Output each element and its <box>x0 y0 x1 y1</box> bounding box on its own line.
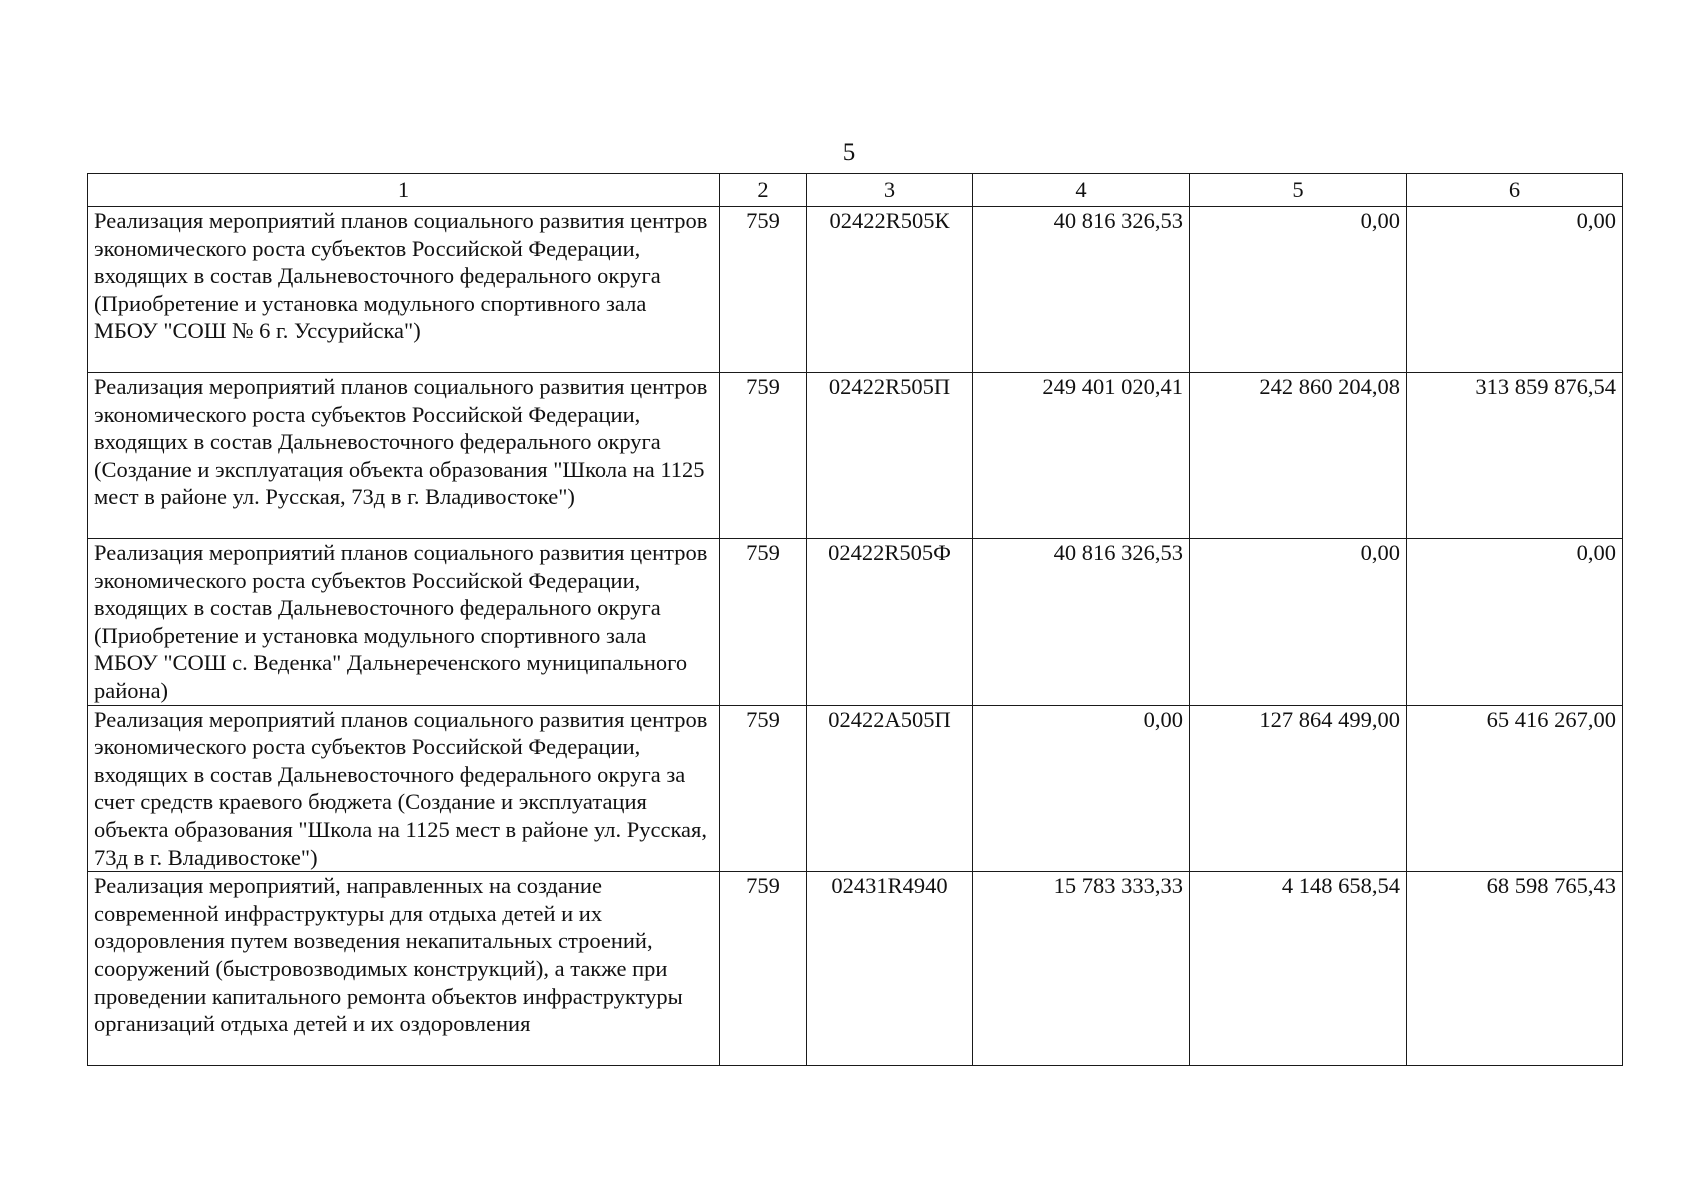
row-kbk: 02422R505К <box>807 207 973 373</box>
row-value-6: 313 859 876,54 <box>1407 373 1623 539</box>
row-name: Реализация мероприятий планов социального развития центров экономического роста субъектов Российской Федерации, входящих в состав Дальневосточного федерального округа (Создание и эксплуатация объекта образования "Школа на 1125 мест в районе ул. Русская, 73д в г. Владивостоке") <box>88 373 720 539</box>
row-kbk: 02422А505П <box>807 705 973 872</box>
row-code: 759 <box>720 872 807 1066</box>
row-value-4: 249 401 020,41 <box>973 373 1190 539</box>
row-value-4: 0,00 <box>973 705 1190 872</box>
row-kbk: 02422R505Ф <box>807 539 973 706</box>
row-value-5: 4 148 658,54 <box>1190 872 1407 1066</box>
row-name: Реализация мероприятий планов социального развития центров экономического роста субъектов Российской Федерации, входящих в состав Дальневосточного федерального округа (Приобретение и установка модульного спортивного зала МБОУ "СОШ № 6 г. Уссурийска") <box>88 207 720 373</box>
header-cell-2: 2 <box>720 174 807 207</box>
row-value-6: 65 416 267,00 <box>1407 705 1623 872</box>
row-value-6: 0,00 <box>1407 539 1623 706</box>
header-cell-6: 6 <box>1407 174 1623 207</box>
row-value-4: 15 783 333,33 <box>973 872 1190 1066</box>
row-kbk: 02422R505П <box>807 373 973 539</box>
row-value-4: 40 816 326,53 <box>973 539 1190 706</box>
row-value-6: 68 598 765,43 <box>1407 872 1623 1066</box>
row-name: Реализация мероприятий, направленных на создание современной инфраструктуры для отдыха детей и их оздоровления путем возведения некапитальных строений, сооружений (быстровозводимых конструкций), а также при проведении капитального ремонта объектов инфраструктуры организаций отдыха детей и их оздоровления <box>88 872 720 1066</box>
row-value-5: 127 864 499,00 <box>1190 705 1407 872</box>
header-cell-4: 4 <box>973 174 1190 207</box>
row-kbk: 02431R4940 <box>807 872 973 1066</box>
page-number: 5 <box>842 139 856 166</box>
row-name: Реализация мероприятий планов социального развития центров экономического роста субъектов Российской Федерации, входящих в состав Дальневосточного федерального округа за счет средств краевого бюджета (Создание и эксплуатация объекта образования "Школа на 1125 мест в районе ул. Русская, 73д в г. Владивостоке") <box>88 705 720 872</box>
row-value-6: 0,00 <box>1407 207 1623 373</box>
table-row <box>88 207 1623 373</box>
row-code: 759 <box>720 373 807 539</box>
table-row <box>88 373 1623 539</box>
row-value-4: 40 816 326,53 <box>973 207 1190 373</box>
row-code: 759 <box>720 539 807 706</box>
table-row <box>88 539 1623 706</box>
row-value-5: 0,00 <box>1190 207 1407 373</box>
row-value-5: 242 860 204,08 <box>1190 373 1407 539</box>
row-code: 759 <box>720 207 807 373</box>
header-cell-3: 3 <box>807 174 973 207</box>
budget-table <box>87 173 1623 1066</box>
header-cell-1: 1 <box>88 174 720 207</box>
header-cell-5: 5 <box>1190 174 1407 207</box>
row-value-5: 0,00 <box>1190 539 1407 706</box>
table-row <box>88 872 1623 1066</box>
header-row <box>88 174 1623 207</box>
table-row <box>88 705 1623 872</box>
row-name: Реализация мероприятий планов социального развития центров экономического роста субъектов Российской Федерации, входящих в состав Дальневосточного федерального округа (Приобретение и установка модульного спортивного зала МБОУ "СОШ с. Веденка" Дальнереченского муниципального района) <box>88 539 720 706</box>
row-code: 759 <box>720 705 807 872</box>
